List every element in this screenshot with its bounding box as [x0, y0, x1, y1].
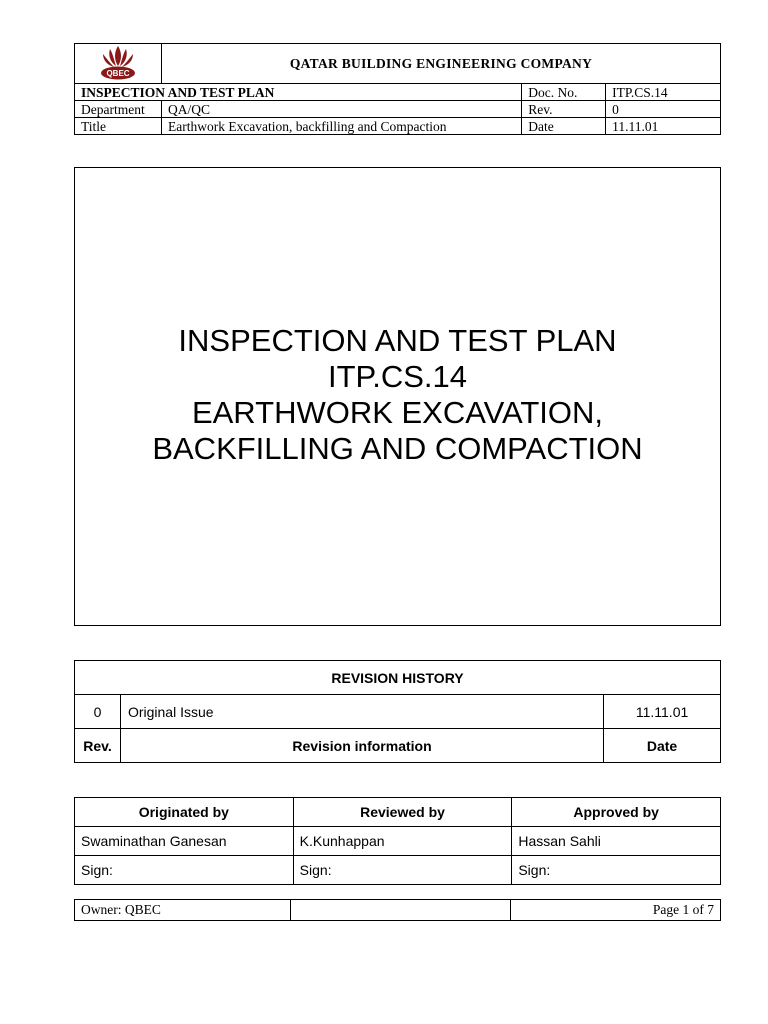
title-label: Title — [75, 118, 162, 135]
cover-title-box — [74, 167, 721, 626]
column-header-date: Date — [604, 729, 721, 763]
rev-value: 0 — [606, 101, 721, 118]
cover-line-3: EARTHWORK EXCAVATION, — [191, 395, 604, 430]
document-type: INSPECTION AND TEST PLAN — [75, 84, 522, 101]
approver-name: Hassan Sahli — [512, 827, 721, 856]
cover-line-1: INSPECTION AND TEST PLAN — [178, 323, 617, 358]
revision-history-table — [74, 660, 721, 763]
reviewer-name: K.Kunhappan — [293, 827, 512, 856]
revision-date-cell: 11.11.01 — [604, 695, 721, 729]
column-header-revision-info: Revision information — [120, 729, 603, 763]
doc-no-label: Doc. No. — [522, 84, 606, 101]
originator-sign: Sign: — [75, 856, 294, 885]
approver-sign: Sign: — [512, 856, 721, 885]
company-name: QATAR BUILDING ENGINEERING COMPANY — [161, 44, 720, 84]
footer-middle — [290, 900, 511, 921]
date-value: 11.11.01 — [606, 118, 721, 135]
reviewer-sign: Sign: — [293, 856, 512, 885]
page-footer — [74, 899, 721, 921]
originated-by-header: Originated by — [75, 798, 294, 827]
document-header — [74, 43, 721, 135]
logo-text: QBEC — [106, 69, 130, 78]
revision-rev-cell: 0 — [75, 695, 121, 729]
department-label: Department — [75, 101, 162, 118]
footer-page-number: Page 1 of 7 — [511, 900, 721, 921]
rev-label: Rev. — [522, 101, 606, 118]
column-header-rev: Rev. — [75, 729, 121, 763]
revision-history-heading: REVISION HISTORY — [75, 661, 721, 695]
cover-title — [75, 323, 720, 467]
doc-no-value: ITP.CS.14 — [606, 84, 721, 101]
title-value: Earthwork Excavation, backfilling and Compaction — [161, 118, 521, 135]
logo-cell — [75, 44, 162, 84]
approval-table — [74, 797, 721, 885]
originator-name: Swaminathan Ganesan — [75, 827, 294, 856]
footer-owner: Owner: QBEC — [75, 900, 291, 921]
company-logo — [98, 44, 138, 80]
date-label: Date — [522, 118, 606, 135]
reviewed-by-header: Reviewed by — [293, 798, 512, 827]
table-row — [75, 695, 721, 729]
approved-by-header: Approved by — [512, 798, 721, 827]
cover-line-2: ITP.CS.14 — [327, 359, 467, 394]
revision-info-cell: Original Issue — [120, 695, 603, 729]
department-value: QA/QC — [161, 101, 521, 118]
cover-line-4: BACKFILLING AND COMPACTION — [152, 431, 643, 466]
